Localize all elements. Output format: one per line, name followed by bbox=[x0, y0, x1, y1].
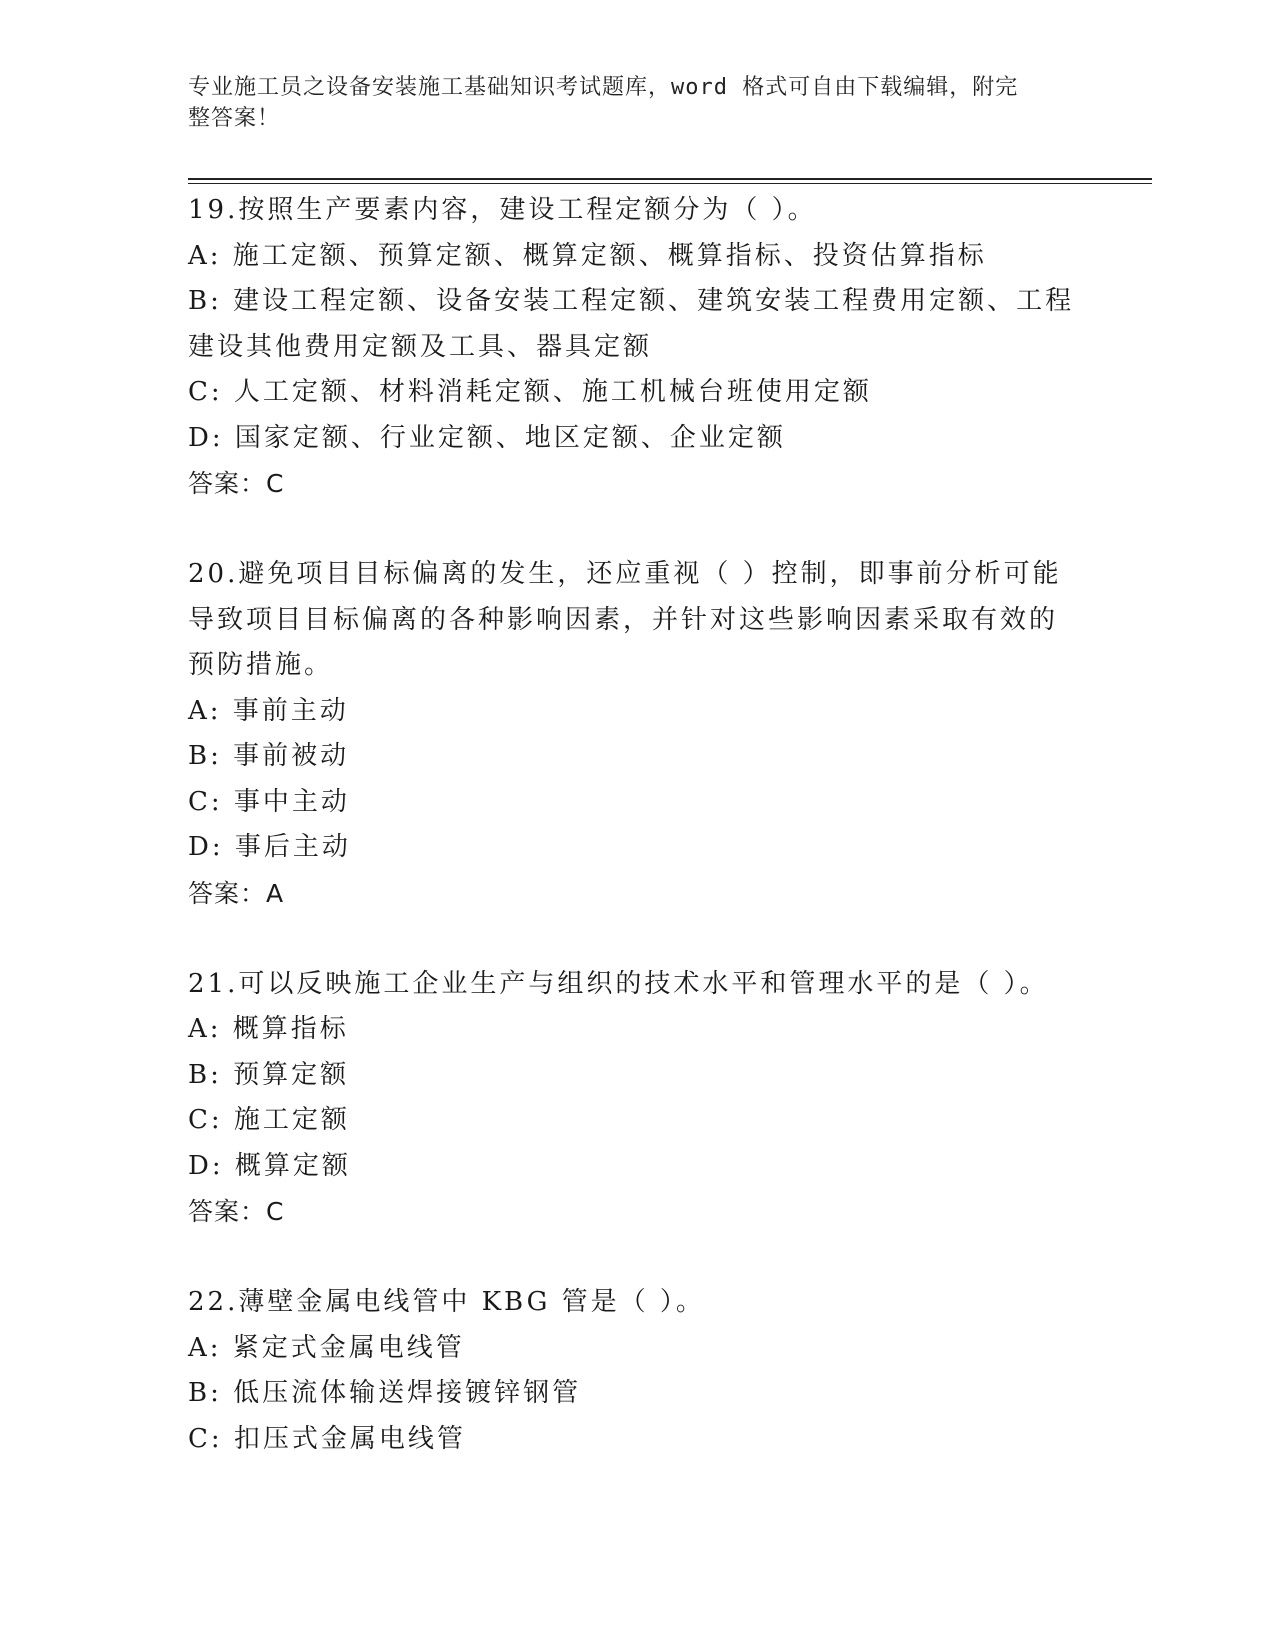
option-line: B: 预算定额 bbox=[188, 1059, 350, 1090]
header-divider-thick bbox=[188, 178, 1152, 180]
answer-line: 答案：C bbox=[188, 469, 285, 498]
header-line-1: 专业施工员之设备安装施工基础知识考试题库，word 格式可自由下载编辑，附完 bbox=[188, 75, 1019, 100]
option-line: C: 扣压式金属电线管 bbox=[188, 1423, 466, 1454]
question-stem-line: 预防措施。 bbox=[188, 650, 334, 680]
question-stem-line: 20.避免项目目标偏离的发生，还应重视（ ）控制，即事前分析可能 bbox=[188, 559, 1062, 589]
question-stem-line: 导致项目目标偏离的各种影响因素，并针对这些影响因素采取有效的 bbox=[188, 604, 1059, 635]
option-line: 建设其他费用定额及工具、器具定额 bbox=[188, 331, 653, 362]
question-stem-line: 21.可以反映施工企业生产与组织的技术水平和管理水平的是（ ）。 bbox=[188, 968, 1049, 999]
question-block bbox=[188, 188, 1088, 507]
option-line: B: 低压流体输送焊接镀锌钢管 bbox=[188, 1378, 582, 1408]
option-line: B: 事前被动 bbox=[188, 741, 350, 771]
answer-line: 答案：C bbox=[188, 1197, 285, 1226]
question-block bbox=[188, 962, 1088, 1235]
option-line: A: 紧定式金属电线管 bbox=[188, 1332, 465, 1363]
option-line: D: 概算定额 bbox=[188, 1150, 351, 1181]
option-line: C: 人工定额、材料消耗定额、施工机械台班使用定额 bbox=[188, 377, 872, 407]
option-line: C: 事中主动 bbox=[188, 786, 350, 817]
option-line: C: 施工定额 bbox=[188, 1105, 350, 1135]
answer-line: 答案：A bbox=[188, 878, 285, 908]
option-line: A: 事前主动 bbox=[188, 695, 349, 726]
header-divider-thin bbox=[188, 183, 1152, 184]
question-stem-line: 19.按照生产要素内容，建设工程定额分为（ ）。 bbox=[188, 195, 817, 225]
question-block bbox=[188, 552, 1088, 916]
question-block bbox=[188, 1280, 1088, 1462]
question-list bbox=[188, 188, 1088, 1462]
question-stem-line: 22.薄壁金属电线管中 KBG 管是（ ）。 bbox=[188, 1287, 705, 1317]
option-line: B: 建设工程定额、设备安装工程定额、建筑安装工程费用定额、工程 bbox=[188, 286, 1075, 316]
header-line-2: 整答案！ bbox=[188, 106, 281, 131]
option-line: D: 国家定额、行业定额、地区定额、企业定额 bbox=[188, 422, 786, 453]
option-line: A: 概算指标 bbox=[188, 1014, 349, 1044]
option-line: A: 施工定额、预算定额、概算定额、概算指标、投资估算指标 bbox=[188, 240, 987, 271]
option-line: D: 事后主动 bbox=[188, 832, 351, 862]
document-header bbox=[188, 72, 1068, 134]
